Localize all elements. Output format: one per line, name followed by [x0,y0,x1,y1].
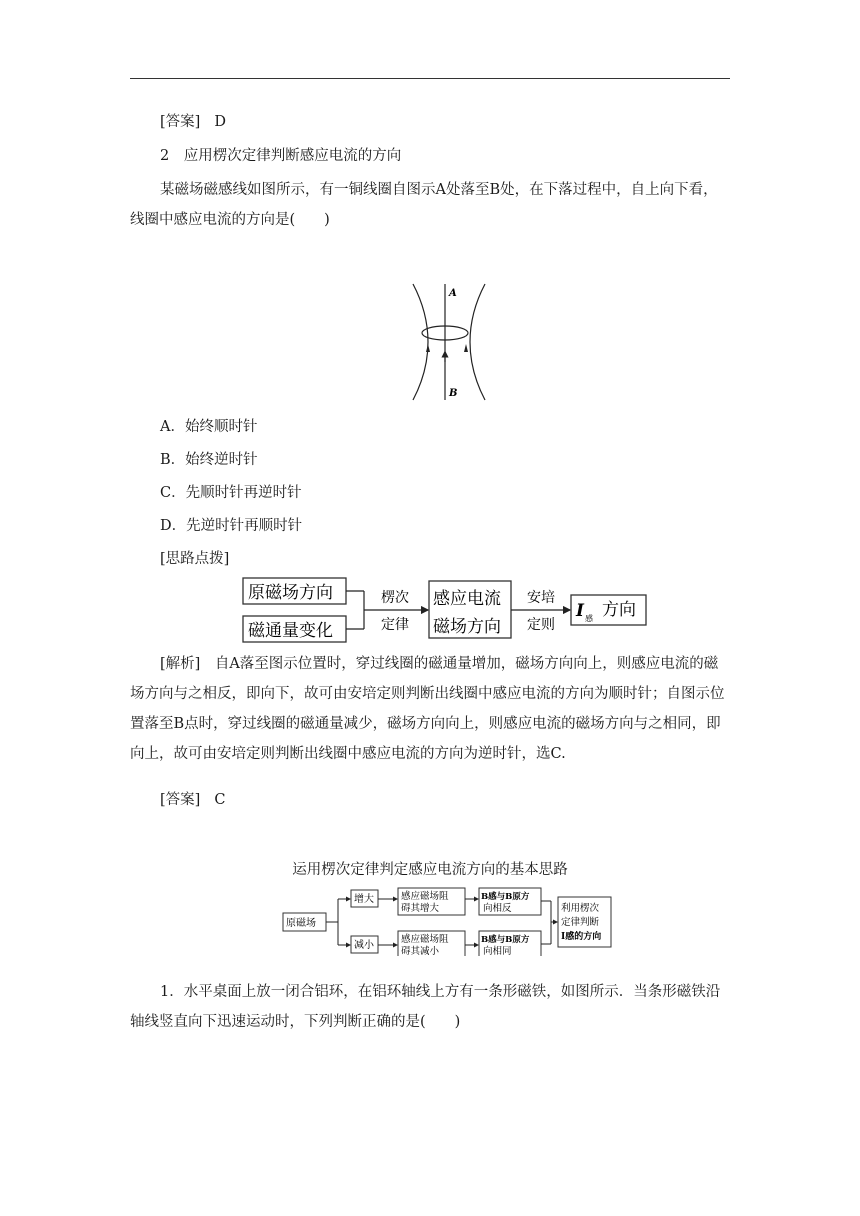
summary-title: 运用楞次定律判定感应电流方向的基本思路 [292,862,568,878]
thinking-flowchart [240,573,650,643]
flow2-inc-dir1: B感与B原方 [481,892,530,902]
flow2-start: 原磁场 [286,918,316,929]
flow1-result-text: 方向 [602,600,636,620]
flow2-dec-dir2: 向相同 [483,946,512,956]
prev-answer: [答案] D [160,114,226,130]
hint-label: [思路点拨] [160,551,230,567]
flow2-dec-res2: 碍其减小 [401,946,440,956]
header-rule [130,78,730,79]
flow1-arrow2-top: 安培 [527,590,555,606]
flow2-dec: 减小 [354,940,374,951]
flow1-result-sub: 感 [585,614,593,623]
flow2-final3: I感的方向 [561,932,602,942]
flow1-box1: 原磁场方向 [248,583,333,603]
label-b: B [449,388,458,399]
option-a: A．始终顺时针 [160,419,258,435]
option-d: D．先逆时针再顺时针 [160,518,303,534]
flow1-arrow1-bottom: 定律 [381,617,409,633]
right-field-line [470,284,485,400]
question-text: 某磁场磁感线如图所示，有一铜线圈自图示A处落至B处，在下落过程中，自上向下看，线圈中感应电流的方向是( ) [130,182,718,228]
flow2-final2: 定律判断 [561,917,600,928]
flow2-inc-res2: 碍其增大 [401,903,440,914]
analysis-paragraph: [解析] 自A落至图示位置时，穿过线圈的磁通量增加，磁场方向向上，则感应电流的磁场方向与之相反，即向下，故可由安培定则判断出线圈中感应电流的方向为顺时针；自图示位置落至B点时，穿过线圈的磁通量减少，磁场方向向上，则感应电流的磁场方向与之相同，即向上，故可由安培定则判断出线圈中感应电流的方向为逆时针，选C. [130,656,725,762]
flow1-arrow2-bottom: 定则 [527,617,555,633]
magnetic-field-figure [395,282,505,402]
question1-text: 1．水平桌面上放一闭合铝环，在铝环轴线上方有一条形磁铁，如图所示．当条形磁铁沿轴线竖直向下迅速运动时，下列判断正确的是( ) [130,984,721,1030]
flow2-dec-res1: 感应磁场阻 [401,934,449,945]
flow1-result-i: I [576,601,584,621]
label-a: A [449,288,457,299]
section-title: 2 应用楞次定律判断感应电流的方向 [160,148,402,164]
flow1-box3-bottom: 磁场方向 [433,617,501,637]
flow2-inc: 增大 [354,894,374,905]
option-c: C．先顺时针再逆时针 [160,485,302,501]
flow1-box2: 磁通量变化 [248,621,333,641]
flow2-inc-dir2: 向相反 [483,903,512,914]
summary-flowchart [280,886,615,956]
flow1-box3-top: 感应电流 [433,589,501,609]
left-field-line [413,284,428,400]
flow2-final1: 利用楞次 [561,903,600,914]
flow2-dec-dir1: B感与B原方 [481,935,530,945]
flow1-arrow1-top: 楞次 [381,590,409,606]
flow2-inc-res1: 感应磁场阻 [401,891,449,902]
option-b: B．始终逆时针 [160,452,258,468]
answer: [答案] C [160,792,226,808]
